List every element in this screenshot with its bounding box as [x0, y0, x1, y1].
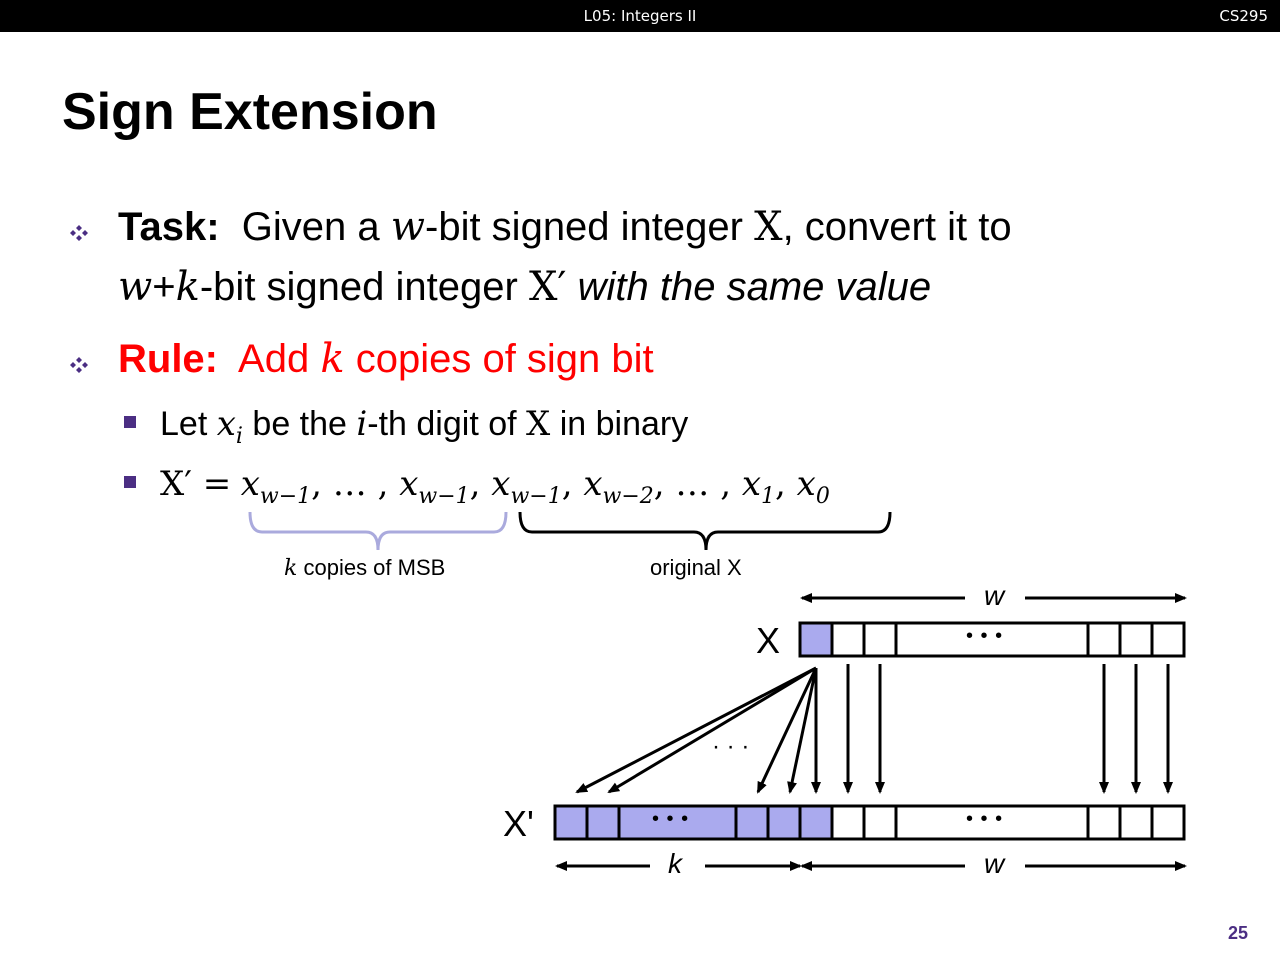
xp-dots-k: • • • [652, 808, 690, 830]
xp-dots-w: • • • [966, 808, 1004, 830]
bit-separator: , [469, 464, 492, 504]
page-number: 25 [1227, 923, 1248, 943]
xp-register-label: X' [503, 803, 534, 844]
rule-line: Rule: Add k copies of sign bit [118, 336, 654, 382]
task-line-2: w+k-bit signed integer X′ with the same value [118, 264, 932, 310]
course-code: CS295 [1219, 7, 1268, 25]
bit-term: x [491, 464, 511, 504]
xp-cell [768, 806, 800, 839]
bit-separator: , [775, 464, 797, 504]
w-label-bottom: w [984, 848, 1005, 879]
lecture-title: L05: Integers II [583, 7, 697, 25]
task-line-1: Task: Given a w-bit signed integer X, convert it to [118, 204, 1012, 250]
x-cell [1152, 623, 1184, 656]
bit-index: 1 [761, 483, 776, 509]
task-emphasis: with the same value [577, 265, 932, 309]
msb-copies-label: k copies of MSB [284, 555, 446, 581]
x-dots: • • • [966, 625, 1004, 647]
bit-term: x [399, 464, 419, 504]
bit-index: w−1 [418, 483, 470, 509]
bit-term: x [741, 464, 762, 504]
bit-term: x [583, 464, 603, 504]
msb-copies-brace [250, 512, 506, 550]
fan-dots: · · · [712, 733, 750, 760]
bit-separator: , … , [311, 464, 400, 504]
slide-title: Sign Extension [62, 83, 438, 141]
bit-separator: , … , [653, 464, 742, 504]
x-cell [832, 623, 864, 656]
bit-term: x [796, 464, 816, 504]
x-cell [864, 623, 896, 656]
bit-term: x [240, 464, 260, 504]
xp-cell [1120, 806, 1152, 839]
bit-index: w−1 [510, 483, 562, 509]
bit-index: w−1 [259, 483, 312, 509]
x-msb-cell [800, 623, 832, 656]
k-label-bottom: k [668, 848, 682, 879]
bit-separator: , [561, 464, 584, 504]
xp-cell [864, 806, 896, 839]
msb-copy-arrows [577, 668, 816, 792]
sub-bullet-1: Let $x_i$ be the i-th digit of X in binary [160, 404, 689, 449]
original-x-brace [520, 512, 890, 550]
original-x-label: original X [650, 555, 742, 580]
rule-label: Rule: [118, 337, 218, 381]
xp-cell [1152, 806, 1184, 839]
x-register-label: X [756, 620, 781, 661]
bit-index: 0 [815, 483, 830, 509]
xp-cell [587, 806, 619, 839]
w-label-top: w [984, 580, 1005, 611]
x-cell [1088, 623, 1120, 656]
sub-bullet-2: $X' = x_{w-1}$, … , $x_{w-1}$, $x_{w-1}$, $x_{w-2}$, … , $x_1$, $x_0$ [160, 464, 830, 509]
xp-msb-cell [800, 806, 832, 839]
x-cell [1120, 623, 1152, 656]
xp-cell [555, 806, 587, 839]
xp-cell [832, 806, 864, 839]
task-label: Task: [118, 205, 220, 249]
bit-index: w−2 [602, 483, 654, 509]
xp-cell [1088, 806, 1120, 839]
bit-copy-arrows [848, 664, 1168, 792]
xp-cell [736, 806, 768, 839]
